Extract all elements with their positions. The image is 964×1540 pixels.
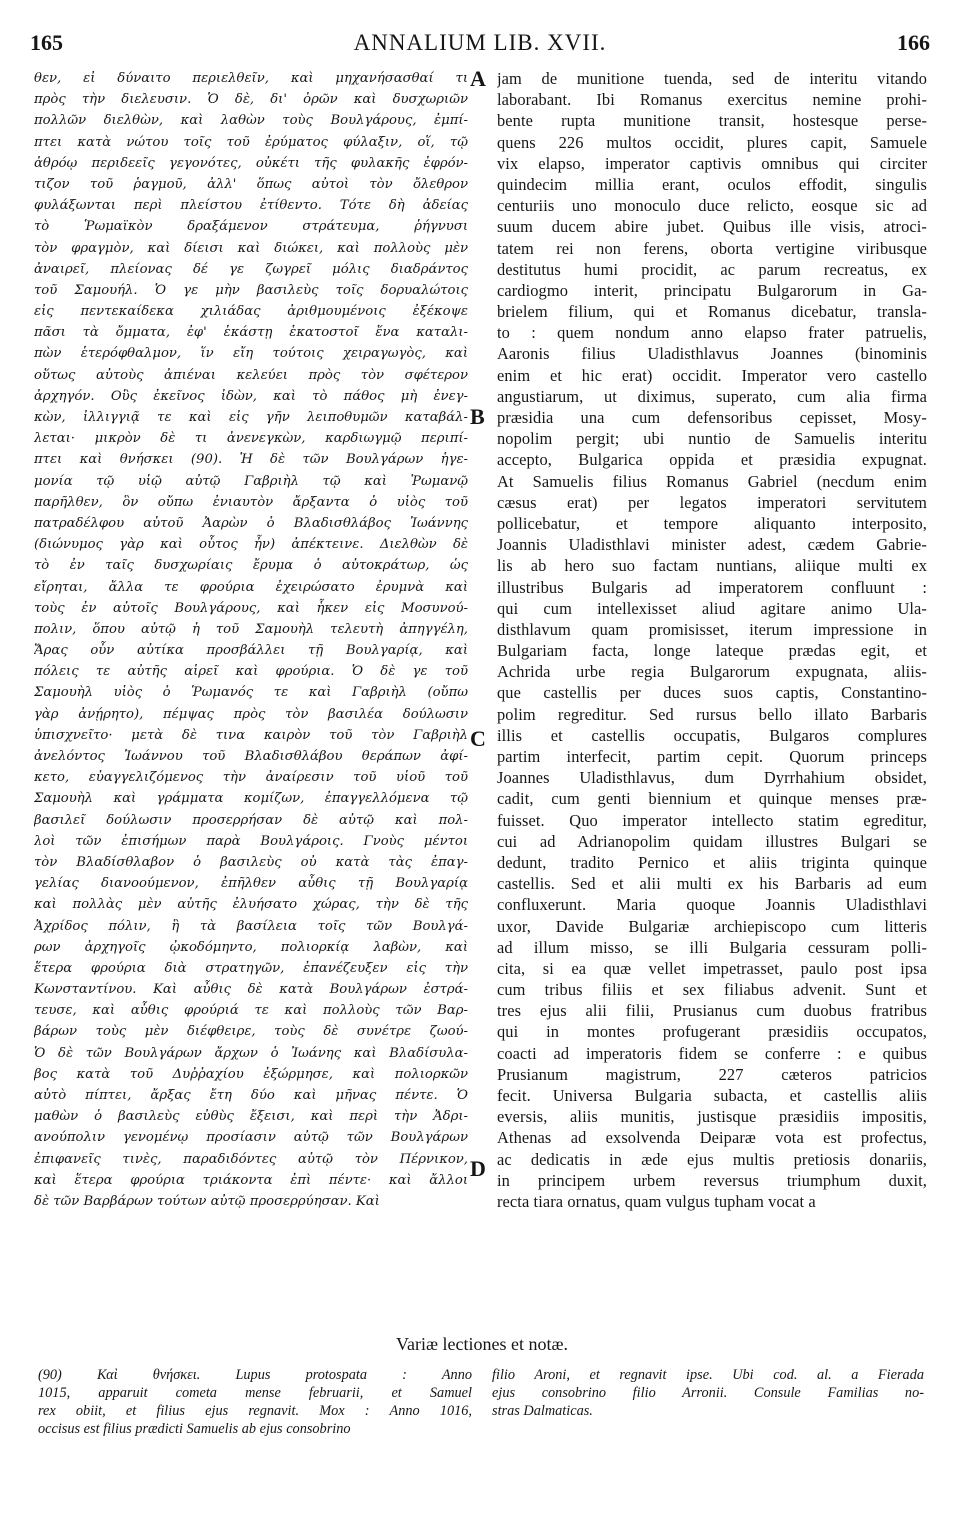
greek-text-line: κετο, εὐαγγελιζόμενος τὴν ἀναίρεσιν τοῦ υἱοῦ τοῦ: [34, 770, 468, 786]
note-line: 1015, apparuit cometa mense februarii, et Samuel: [38, 1385, 472, 1401]
latin-text-line: tres ejus alii filii, Prusianus cum duobus fratribus: [497, 1001, 927, 1021]
section-marker-c: C: [470, 726, 486, 751]
notes-right-column: [492, 1366, 924, 1420]
latin-text-line: pollicebatur, et tempore aliquanto interposito,: [497, 513, 927, 533]
latin-text-line: in principem urbem reversus triumphum duxit,: [497, 1170, 927, 1190]
latin-text-line: fuisset. Quo imperator intellecto statim egreditur,: [497, 810, 927, 830]
latin-text-column: [497, 68, 927, 1212]
greek-text-line: καὶ ἕτερα φρούρια τριάκοντα ἐπὶ πέντε· καὶ ἄλλοι: [34, 1172, 468, 1188]
greek-text-line: εἰς πεντεκαίδεκα χιλιάδας ἀριθμουμένοις ἐξέκοψε: [34, 304, 468, 320]
latin-text-line: bente rupta munitione transit, hostesque perse-: [497, 111, 927, 131]
latin-text-line: polim regreditur. Sed rursus bello illato Barbaris: [497, 704, 927, 724]
greek-text-line: Κωνσταντίνου. Καὶ αὖθις δὲ κατὰ Βουλγάρων ἐστρά-: [34, 982, 468, 998]
greek-text-line: Σαμουὴλ υἱὸς ὁ Ῥωμανός τε καὶ Γαβριὴλ (οὔπω: [34, 685, 468, 701]
greek-text-line: οὕτως αὐτοὺς ἀπιέναι κελεύει πρὸς τὸν σφέτερον: [34, 367, 468, 383]
greek-text-line: τιζον τοῦ ῥαγμοῦ, ἀλλ' ὅπως αὐτοὶ τὸν ὄλεθρον: [34, 176, 468, 192]
greek-text-line: τευσε, καὶ αὖθις φρούριά τε καὶ πολλοὺς τῶν Βαρ-: [34, 1003, 468, 1019]
latin-text-line: recta tiara ornatus, quam vulgus tupham vocat a: [497, 1191, 816, 1211]
latin-text-line: uxor, Davide Bulgariæ archiepiscopo cum litteris: [497, 916, 927, 936]
latin-text-line: Joannes Uladisthlavus, dum Dyrrhahium obsidet,: [497, 768, 927, 788]
latin-text-line: enim et hic erat) occidit. Imperator vero castello: [497, 365, 927, 385]
greek-text-line: ἕτερα φρούρια διὰ στρατηγῶν, ἐπανέζευξεν εἰς τὴν: [34, 960, 468, 976]
latin-text-line: ad illum misso, se illi Bulgaria cessuram polli-: [497, 937, 927, 957]
greek-text-line: πτει κατὰ νώτου τοῖς τοῦ ἐρύματος φύλαξιν, οἵ, τῷ: [34, 134, 468, 150]
latin-text-line: jam de munitione tuenda, sed de interitu vitando: [497, 69, 927, 88]
latin-text-line: tatem rei non ferens, oborta vertigine viribusque: [497, 238, 927, 258]
page-number-right: 166: [897, 30, 930, 55]
latin-text-line: cardiogmo interit, principatu Bulgarorum in Ga-: [497, 280, 927, 300]
greek-text-line: φυλάξωνται περὶ πλείστου ἐτίθεντο. Τότε δὴ ἀδείας: [34, 198, 468, 214]
greek-text-line: λεται· μικρὸν δὲ τι ἀνενεγκὼν, καρδιωγμῷ περιπί-: [34, 431, 468, 447]
greek-text-line: λοὶ τῶν ἐπισήμων παρὰ Βουλγάροις. Γνοὺς μέντοι: [34, 833, 468, 849]
greek-text-line: πρὸς τὴν διελευσιν. Ὁ δὲ, δι' ὀρῶν καὶ δυσχωριῶν: [34, 92, 468, 108]
greek-text-line: κὼν, ἰλλιγγιᾷ τε καὶ εἰς γῆν λειποθυμῶν καταβάλ-: [34, 410, 468, 425]
greek-text-line: ὑπισχνεῖτο· μετὰ δὲ τινα καιρὸν τοῦ τὸν Γαβριὴλ: [34, 727, 468, 743]
notes-left-column: [38, 1366, 472, 1438]
greek-text-line: μαθὼν ὁ βασιλεὺς εὐθὺς ἔξεισι, καὶ περὶ τὴν Ἀδρι-: [34, 1109, 468, 1125]
greek-text-line: Ἄρας οὖν αὐτίκα προσβάλλει τῇ Βουλγαρίᾳ, καὶ: [34, 643, 468, 659]
greek-text-line: ἀναιρεῖ, πλείονας δέ γε ζωγρεῖ μόλις διαδράντος: [34, 261, 468, 277]
latin-text-line: cita, si ea quæ vellet impetrasset, paulo post ipsa: [497, 958, 927, 978]
latin-text-line: dedunt, tradito Pernico et aliis triginta quinque: [497, 852, 927, 872]
greek-text-line: πᾶσι τὰ ὄμματα, ἐφ' ἑκάστῃ ἑκατοστοῖ ἕνα καταλι-: [34, 325, 468, 341]
latin-text-line: angustiarum, ut diximus, superato, cum alia firma: [497, 386, 927, 406]
latin-text-line: quindecim millia erant, oculos effodit, singulis: [497, 174, 927, 194]
latin-text-line: accepto, Bulgarica oppida et præsidia expugnat.: [497, 450, 927, 470]
latin-text-line: cui ad Adrianopolim quidam illustres Bulgari se: [497, 831, 927, 851]
latin-text-line: coacti ad imperatoris fidem se conferre : e quibus: [497, 1043, 927, 1063]
latin-text-line: cæsus erat) per legatos imperatori servitutem: [497, 492, 927, 512]
note-line: (90) Καὶ θνήσκει. Lupus protospata : Anno: [38, 1367, 472, 1383]
latin-text-line: Prusianum magistrum, 227 cæteros patricios: [497, 1064, 927, 1084]
latin-text-line: ac dedicatis in æde ejus multis pretiosis donariis,: [497, 1149, 927, 1169]
latin-text-line: qui in montes profugerant præsidiis occupatos,: [497, 1022, 927, 1042]
section-marker-a: A: [470, 66, 486, 91]
latin-text-line: Joannis Uladisthlavi minister adest, cædem Gabrie-: [497, 535, 927, 555]
greek-text-column: [34, 68, 468, 1212]
greek-text-line: βάρων τοὺς μὲν διέφθειρε, τοὺς δὲ συνέτρε ζωού-: [34, 1024, 468, 1040]
greek-text-line: βασιλεῖ δούλωσιν προσερρήσαν δὲ αὐτῷ καὶ πολ-: [34, 812, 468, 828]
latin-text-line: partim interfecit, partim cepit. Quorum princeps: [497, 747, 927, 766]
greek-text-line: πὼν ἑτερόφθαλμον, ἵν εἴη τούτοις χειραγωγὸς, καὶ: [34, 346, 468, 362]
page-number-left: 165: [30, 30, 63, 55]
greek-text-line: καὶ πολλὰς μὲν αὐτῆς ἐλυήσατο χώρας, τὴν δὲ τῆς: [34, 897, 468, 913]
latin-text-line: laborabant. Ibi Romanus exercitus nemine prohi-: [497, 90, 927, 110]
latin-text-line: lis ab hero suo factam nuntians, aliique multi ex: [497, 556, 927, 576]
greek-text-line: ἀθρόῳ περιδεεῖς γεγονότες, οὐκέτι τῆς φυλακῆς ἐφρόν-: [34, 155, 468, 171]
latin-text-line: cadit, cum genti biennium et quinque menses præ-: [497, 789, 927, 809]
latin-text-line: nopolim pergit; ubi nuntio de Samuelis interitu: [497, 429, 927, 449]
greek-text-line: ρων ἀρχηγοῖς ᾠκοδόμηντο, πολιορκίᾳ λαβὼν, καὶ: [34, 939, 468, 955]
latin-text-line: præsidia una cum defensoribus cepisset, Mosy-: [497, 408, 927, 427]
latin-text-line: suum ducem abire jubet. Quibus ille visis, atroci-: [497, 217, 927, 237]
latin-text-line: Athenas ad exsolvenda Deiparæ vota est profectus,: [497, 1128, 927, 1148]
latin-text-line: disthlavum quam promisisset, iterum impressione in: [497, 619, 927, 639]
greek-text-line: Σαμουὴλ καὶ γράμματα κομίζων, ἐπαγγελλόμενα τῷ: [34, 791, 468, 807]
greek-text-line: πτει καὶ θνήσκει (90). Ἡ δὲ τῶν Βουλγάρων ἡγε-: [34, 452, 468, 468]
greek-text-line: τὸν Βλαδίσθλαβον ὁ βασιλεὺς οὐ κατὰ τὰς ἐπαγ-: [34, 854, 468, 870]
latin-text-line: cum tribus filiis et sex filiabus advenit. Sunt et: [497, 980, 927, 1000]
page-header: [30, 30, 930, 62]
latin-text-line: fecit. Universa Bulgaria subacta, et castellis aliis: [497, 1086, 927, 1105]
greek-text-line: ανούπολιν γενομένῳ προσίασιν αὐτῷ τῶν Βουλγάρων: [34, 1130, 468, 1146]
notes-heading: Variæ lectiones et notæ.: [396, 1334, 568, 1354]
greek-text-line: εἴρηται, ἄλλα τε φρούρια ἐχειρώσατο ἐρυμνὰ καὶ: [34, 579, 468, 595]
greek-text-line: πολιν, ὅπου αὐτῷ ἡ τοῦ Σαμουὴλ τελευτὴ ἀπηγγέλη,: [34, 621, 468, 637]
greek-text-line: πόλεις τε αὐτῆς αἱρεῖ καὶ φρούρια. Ὁ δὲ γε τοῦ: [34, 664, 468, 680]
latin-text-line: centuriis uno monoculo duce relicto, eosque sic ad: [497, 196, 927, 216]
greek-text-line: τὸ Ῥωμαϊκὸν δραξάμενον στράτευμα, ῥήγνυσι: [34, 219, 468, 235]
greek-text-line: πολλῶν διελθὼν, καὶ λαθὼν τοὺς Βουλγάρους, ἐμπί-: [34, 113, 468, 129]
note-line: occisus est filius prædicti Samuelis ab ejus consobrino: [38, 1421, 351, 1437]
latin-text-line: illustribus Bulgaris ad imperatorem confluunt :: [497, 577, 927, 597]
latin-text-line: vix elapso, imperator captivis omnibus qui circiter: [497, 153, 927, 173]
latin-text-line: destitutus humi procidit, ac parum recreatus, ex: [497, 259, 927, 279]
section-marker-b: B: [470, 404, 485, 429]
greek-text-line: γὰρ ἀνῄρητο), πέμψας πρὸς τὸν βασιλέα δούλωσιν: [34, 706, 468, 722]
section-marker-d: D: [470, 1156, 486, 1181]
greek-text-line: μονία τῷ υἱῷ αὐτῷ Γαβριὴλ τῷ καὶ Ῥωμανῷ: [34, 473, 468, 489]
greek-text-line: τὸ ἐν ταῖς δυσχωρίαις ἔρυμα ὁ αὐτοκράτωρ, ὡς: [34, 558, 468, 574]
greek-text-line: (διώνυμος γὰρ καὶ οὗτος ἦν) ἀπέκτεινε. Διελθὼν δὲ: [34, 537, 468, 553]
latin-text-line: que castellis per duces suos captis, Constantino-: [497, 683, 927, 703]
latin-text-line: quens 226 multos occidit, plures capit, Samuele: [497, 132, 927, 152]
running-title: ANNALIUM LIB. XVII.: [353, 30, 607, 55]
latin-text-line: Achrida urbe regia Bulgarorum expugnata, aliis-: [497, 662, 927, 682]
latin-text-line: illis et castellis occupatis, Bulgaros complures: [497, 725, 927, 745]
greek-text-line: Ἀχρίδος πόλιν, ἣ τὰ βασίλεια τοῖς τῶν Βουλγά-: [34, 918, 468, 934]
greek-text-line: παρῆλθεν, ὃν οὔπω ἐνιαυτὸν ἄρξαντα ὁ υἱὸς τοῦ: [34, 494, 468, 510]
greek-text-line: γελίας διανοούμενον, ἐπῆλθεν αὖθις τῇ Βουλγαρίᾳ: [34, 876, 468, 892]
greek-text-line: πατραδέλφου αὐτοῦ Ἀαρὼν ὁ Βλαδισθλάβος Ἰωάννης: [34, 515, 468, 531]
latin-text-line: brielem filium, qui et Romanus dicebatur, transla-: [497, 302, 927, 322]
greek-text-line: τοῦ Σαμουήλ. Ὁ γε μὴν βασιλεὺς τοῖς δορυαλώτοις: [34, 282, 468, 298]
latin-text-line: confluxerunt. Maria quoque Joannis Uladisthlavi: [497, 895, 927, 915]
note-line: rex obiit, et filius ejus regnavit. Mox : Anno 1016,: [38, 1403, 472, 1419]
greek-text-line: αὐτὸ πίπτει, ἄρξας ἔτη δύο καὶ μῆνας πέντε. Ὁ: [34, 1088, 468, 1103]
latin-text-line: eversis, aliis munitis, justisque præsidiis impositis,: [497, 1107, 927, 1127]
latin-text-line: At Samuelis filius Romanus Gabriel (necdum enim: [497, 471, 927, 491]
greek-text-line: ἀνελόντος Ἰωάννου τοῦ Βλαδισθλάβου θεράπων ἀφί-: [34, 749, 468, 764]
latin-text-line: to : quem nondum anno elapso frater patruelis,: [497, 323, 927, 343]
note-line: filio Aroni, et regnavit ipse. Ubi cod. al. a Fierada: [492, 1367, 924, 1383]
latin-text-line: qui cum intellexisset aliud agitare animo Ula-: [497, 598, 927, 618]
greek-text-line: δὲ τῶν Βαρβάρων τούτων αὐτῷ προσερρύησαν. Καὶ: [34, 1193, 380, 1209]
greek-text-line: βος κατὰ τοῦ Δυῤῥαχίου ἐξώρμησε, καὶ πολιορκῶν: [34, 1066, 468, 1082]
greek-text-line: θεν, εἰ δύναιτο περιελθεῖν, καὶ μηχανήσασθαί τι: [34, 71, 468, 86]
greek-text-line: ἐπιφανεῖς τινὲς, παραδιδόντες αὐτῷ τὸν Πέρνικον,: [34, 1151, 468, 1167]
note-line: stras Dalmaticas.: [492, 1403, 593, 1419]
latin-text-line: castellis. Sed et alii multi ex his Barbaris ad eum: [497, 874, 927, 894]
greek-text-line: τὸν φραγμὸν, καὶ δίεισι καὶ διώκει, καὶ πολλοὺς μὲν: [34, 240, 468, 256]
greek-text-line: τοὺς ἐν αὐτοῖς Βουλγάρους, καὶ ἧκεν εἰς Μοσυνού-: [34, 600, 468, 616]
greek-text-line: ἀρχηγόν. Οὓς ἐκεῖνος ἰδὼν, καὶ τὸ πάθος μὴ ἐνεγ-: [34, 388, 468, 404]
greek-text-line: Ὁ δὲ τῶν Βουλγάρων ἄρχων ὁ Ἰωάνης καὶ Βλαδίσυλα-: [34, 1045, 468, 1061]
latin-text-line: Aaronis filius Uladisthlavus Joannes (binominis: [497, 344, 927, 364]
note-line: ejus consobrino filio Arronii. Consule Familias no-: [492, 1385, 924, 1401]
latin-text-line: Bulgariam facta, longe lateque prædas egit, et: [497, 641, 927, 661]
